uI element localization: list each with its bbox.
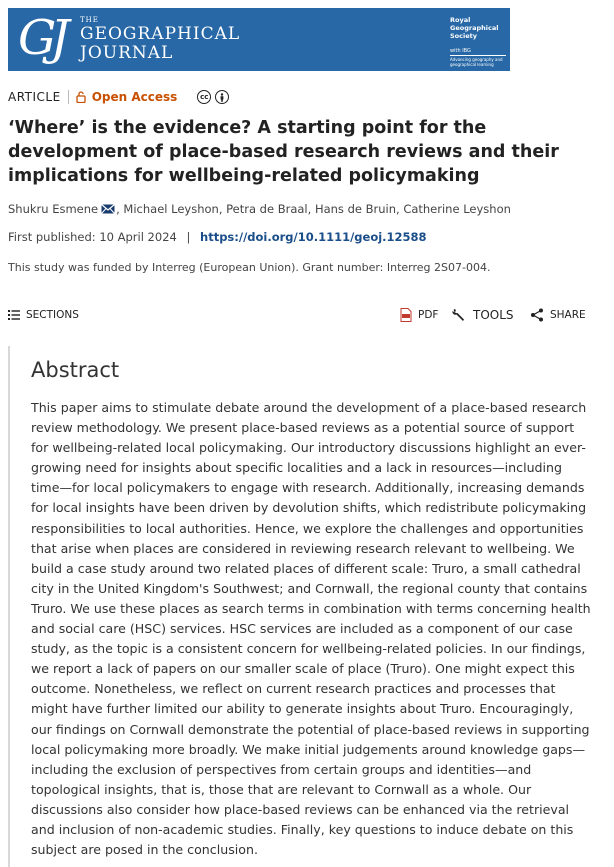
journal-logo: GJ <box>18 10 64 66</box>
abstract-section <box>8 346 591 867</box>
author-link[interactable]: Petra de Braal <box>226 202 308 216</box>
sections-label: SECTIONS <box>26 309 79 321</box>
article-meta-row <box>8 88 229 106</box>
rgs-ibg: with IBG <box>450 48 471 54</box>
article-toolbar <box>8 305 586 325</box>
rgs-divider <box>450 55 506 56</box>
doi-link[interactable]: https://doi.org/10.1111/geoj.12588 <box>200 230 427 244</box>
pdf-label: PDF <box>418 309 439 321</box>
pdf-icon <box>400 308 412 322</box>
journal-name: GEOGRAPHICAL JOURNAL <box>80 24 241 63</box>
article-title: ‘Where’ is the evidence? A starting point for the development of place-based research reviews and their implications for wellbeing-related policymaking <box>8 118 559 186</box>
share-button[interactable] <box>530 305 586 325</box>
corresponding-author-mail-icon[interactable] <box>101 204 115 214</box>
author-link[interactable]: Michael Leyshon <box>123 202 219 216</box>
journal-name-the: THE <box>80 16 99 24</box>
funding-statement: This study was funded by Interreg (European Union). Grant number: Interreg 2S07-004. <box>8 261 491 274</box>
author-link[interactable]: Hans de Bruin <box>314 202 396 216</box>
wrench-icon <box>451 307 467 323</box>
license-icons[interactable] <box>197 90 229 104</box>
pdf-button[interactable] <box>400 305 438 325</box>
article-type: ARTICLE <box>8 90 61 104</box>
sections-button[interactable] <box>8 305 79 325</box>
journal-banner[interactable] <box>8 8 510 71</box>
rgs-name: Royal Geographical Society <box>450 16 499 40</box>
tools-button[interactable] <box>451 305 514 325</box>
author-link[interactable]: Shukru Esmene <box>8 202 99 216</box>
creative-commons-icon[interactable]: cc <box>197 90 211 104</box>
rgs-tagline: Advancing geography and geographical learning <box>450 57 503 67</box>
divider <box>68 90 69 104</box>
share-icon <box>530 308 544 322</box>
share-label: SHARE <box>550 309 586 321</box>
list-icon <box>8 310 20 320</box>
attribution-icon[interactable] <box>215 90 229 104</box>
open-lock-icon <box>76 91 86 103</box>
author-link[interactable]: Catherine Leyshon <box>403 202 511 216</box>
author-list: Shukru Esmene , Michael Leyshon , Petra de Braal , Hans de Bruin , Catherine Leyshon <box>8 202 511 216</box>
open-access-label[interactable]: Open Access <box>91 90 178 104</box>
abstract-text: This paper aims to stimulate debate around the development of a place-based research review methodology. We present place-based reviews as a potential source of support for wellbeing-related local policymaking. Our introductory discussions highlight an ever-growing need for insights about specific localities and a lack in resources—including time—for local policymakers to engage with research. Additionally, increasing demands for local insights have been driven by devolution shifts, which redistribute policymaking responsibilities to local authorities. Hence, we explore the challenges and opportunities that arise when places are considered in reviewing research relevant to wellbeing. We build a case study around two related places of different scale: Truro, a small cathedral city in the United Kingdom's Southwest; and Cornwall, the regional county that contains Truro. We use these places as search terms in combination with terms concerning health and social care (HSC) services. HSC services are included as a component of our case study, as the topic is a consistent concern for wellbeing-related policies. In our findings, we report a lack of papers on our smaller scale of place (Truro). One might expect this outcome. Nonetheless, we reflect on current research practices and processes that might have further limited our ability to generate insights about Truro. Encouragingly, our findings on Cornwall demonstrate the potential of place-based reviews in supporting local policymaking more broadly. We make initial judgements around knowledge gaps—including the exclusion of perspectives from certain groups and identities—and topological insights, that is, those that are relevant to Cornwall as a whole. Our discussions also consider how place-based reviews can be enhanced via the retrieval and inclusion of non-academic studies. Finally, key questions to induce debate on this subject are posed in the conclusion. <box>31 400 591 858</box>
abstract-heading: Abstract <box>31 358 120 382</box>
separator: | <box>186 230 191 244</box>
first-published-date: 10 April 2024 <box>99 230 177 244</box>
first-published-label: First published: <box>8 230 96 244</box>
publication-info <box>8 230 427 244</box>
tools-label: TOOLS <box>473 308 514 322</box>
rgs-logo <box>450 14 508 67</box>
